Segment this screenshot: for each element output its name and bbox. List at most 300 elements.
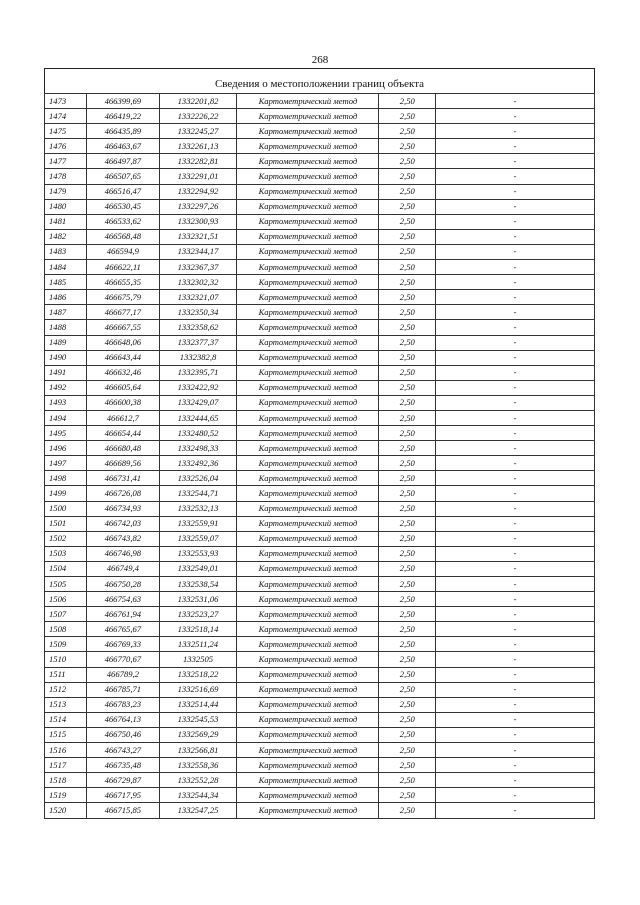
method-cell: Картометрический метод <box>237 456 379 471</box>
point-number-cell: 1493 <box>45 395 87 410</box>
y-coordinate-cell: 1332523,27 <box>159 607 237 622</box>
x-coordinate-cell: 466770,67 <box>87 652 160 667</box>
accuracy-cell: 2,50 <box>379 94 436 109</box>
accuracy-cell: 2,50 <box>379 516 436 531</box>
x-coordinate-cell: 466742,03 <box>87 516 160 531</box>
description-cell: - <box>436 531 595 546</box>
table-row <box>45 803 595 818</box>
point-number-cell: 1482 <box>45 229 87 244</box>
method-cell: Картометрический метод <box>237 531 379 546</box>
description-cell: - <box>436 546 595 561</box>
accuracy-cell: 2,50 <box>379 622 436 637</box>
description-cell: - <box>436 456 595 471</box>
x-coordinate-cell: 466435,89 <box>87 124 160 139</box>
table-row <box>45 758 595 773</box>
method-cell: Картометрический метод <box>237 124 379 139</box>
point-number-cell: 1509 <box>45 637 87 652</box>
x-coordinate-cell: 466726,08 <box>87 486 160 501</box>
description-cell: - <box>436 667 595 682</box>
method-cell: Картометрический метод <box>237 516 379 531</box>
description-cell: - <box>436 637 595 652</box>
method-cell: Картометрический метод <box>237 335 379 350</box>
accuracy-cell: 2,50 <box>379 471 436 486</box>
x-coordinate-cell: 466675,79 <box>87 290 160 305</box>
y-coordinate-cell: 1332518,22 <box>159 667 237 682</box>
description-cell: - <box>436 260 595 275</box>
table-row <box>45 712 595 727</box>
accuracy-cell: 2,50 <box>379 426 436 441</box>
x-coordinate-cell: 466769,33 <box>87 637 160 652</box>
x-coordinate-cell: 466600,38 <box>87 395 160 410</box>
accuracy-cell: 2,50 <box>379 501 436 516</box>
method-cell: Картометрический метод <box>237 743 379 758</box>
description-cell: - <box>436 773 595 788</box>
accuracy-cell: 2,50 <box>379 124 436 139</box>
method-cell: Картометрический метод <box>237 139 379 154</box>
description-cell: - <box>436 577 595 592</box>
x-coordinate-cell: 466594,9 <box>87 244 160 259</box>
table-row <box>45 154 595 169</box>
accuracy-cell: 2,50 <box>379 290 436 305</box>
point-number-cell: 1474 <box>45 109 87 124</box>
point-number-cell: 1473 <box>45 94 87 109</box>
accuracy-cell: 2,50 <box>379 758 436 773</box>
method-cell: Картометрический метод <box>237 546 379 561</box>
table-row <box>45 410 595 425</box>
description-cell: - <box>436 501 595 516</box>
method-cell: Картометрический метод <box>237 637 379 652</box>
y-coordinate-cell: 1332511,24 <box>159 637 237 652</box>
accuracy-cell: 2,50 <box>379 773 436 788</box>
description-cell: - <box>436 214 595 229</box>
table-row <box>45 561 595 576</box>
table-row <box>45 199 595 214</box>
y-coordinate-cell: 1332429,07 <box>159 395 237 410</box>
y-coordinate-cell: 1332558,36 <box>159 758 237 773</box>
y-coordinate-cell: 1332532,13 <box>159 501 237 516</box>
point-number-cell: 1518 <box>45 773 87 788</box>
y-coordinate-cell: 1332422,92 <box>159 380 237 395</box>
accuracy-cell: 2,50 <box>379 486 436 501</box>
description-cell: - <box>436 395 595 410</box>
point-number-cell: 1496 <box>45 441 87 456</box>
accuracy-cell: 2,50 <box>379 109 436 124</box>
point-number-cell: 1504 <box>45 561 87 576</box>
page-number: 268 <box>311 54 329 66</box>
x-coordinate-cell: 466750,28 <box>87 577 160 592</box>
point-number-cell: 1485 <box>45 275 87 290</box>
accuracy-cell: 2,50 <box>379 577 436 592</box>
y-coordinate-cell: 1332549,01 <box>159 561 237 576</box>
y-coordinate-cell: 1332344,17 <box>159 244 237 259</box>
accuracy-cell: 2,50 <box>379 229 436 244</box>
method-cell: Картометрический метод <box>237 169 379 184</box>
y-coordinate-cell: 1332552,28 <box>159 773 237 788</box>
point-number-cell: 1506 <box>45 592 87 607</box>
method-cell: Картометрический метод <box>237 727 379 742</box>
coordinates-sheet <box>44 68 595 819</box>
point-number-cell: 1501 <box>45 516 87 531</box>
x-coordinate-cell: 466689,56 <box>87 456 160 471</box>
y-coordinate-cell: 1332480,52 <box>159 426 237 441</box>
table-row <box>45 305 595 320</box>
point-number-cell: 1478 <box>45 169 87 184</box>
y-coordinate-cell: 1332514,44 <box>159 697 237 712</box>
accuracy-cell: 2,50 <box>379 561 436 576</box>
y-coordinate-cell: 1332545,53 <box>159 712 237 727</box>
point-number-cell: 1498 <box>45 471 87 486</box>
method-cell: Картометрический метод <box>237 577 379 592</box>
x-coordinate-cell: 466648,06 <box>87 335 160 350</box>
accuracy-cell: 2,50 <box>379 803 436 818</box>
point-number-cell: 1475 <box>45 124 87 139</box>
method-cell: Картометрический метод <box>237 184 379 199</box>
method-cell: Картометрический метод <box>237 109 379 124</box>
y-coordinate-cell: 1332444,65 <box>159 410 237 425</box>
description-cell: - <box>436 244 595 259</box>
y-coordinate-cell: 1332245,27 <box>159 124 237 139</box>
x-coordinate-cell: 466734,93 <box>87 501 160 516</box>
table-row <box>45 486 595 501</box>
method-cell: Картометрический метод <box>237 320 379 335</box>
x-coordinate-cell: 466743,82 <box>87 531 160 546</box>
table-row <box>45 652 595 667</box>
description-cell: - <box>436 275 595 290</box>
description-cell: - <box>436 229 595 244</box>
point-number-cell: 1517 <box>45 758 87 773</box>
accuracy-cell: 2,50 <box>379 154 436 169</box>
x-coordinate-cell: 466654,44 <box>87 426 160 441</box>
y-coordinate-cell: 1332492,36 <box>159 456 237 471</box>
method-cell: Картометрический метод <box>237 260 379 275</box>
y-coordinate-cell: 1332321,51 <box>159 229 237 244</box>
table-row <box>45 124 595 139</box>
point-number-cell: 1486 <box>45 290 87 305</box>
point-number-cell: 1516 <box>45 743 87 758</box>
table-row <box>45 350 595 365</box>
point-number-cell: 1519 <box>45 788 87 803</box>
point-number-cell: 1495 <box>45 426 87 441</box>
coordinates-table <box>44 93 595 819</box>
method-cell: Картометрический метод <box>237 607 379 622</box>
point-number-cell: 1513 <box>45 697 87 712</box>
table-row <box>45 788 595 803</box>
method-cell: Картометрический метод <box>237 275 379 290</box>
table-row <box>45 320 595 335</box>
point-number-cell: 1512 <box>45 682 87 697</box>
point-number-cell: 1514 <box>45 712 87 727</box>
x-coordinate-cell: 466764,13 <box>87 712 160 727</box>
point-number-cell: 1499 <box>45 486 87 501</box>
method-cell: Картометрический метод <box>237 199 379 214</box>
point-number-cell: 1488 <box>45 320 87 335</box>
method-cell: Картометрический метод <box>237 561 379 576</box>
description-cell: - <box>436 471 595 486</box>
method-cell: Картометрический метод <box>237 592 379 607</box>
accuracy-cell: 2,50 <box>379 199 436 214</box>
x-coordinate-cell: 466605,64 <box>87 380 160 395</box>
table-row <box>45 441 595 456</box>
description-cell: - <box>436 788 595 803</box>
table-row <box>45 169 595 184</box>
y-coordinate-cell: 1332569,29 <box>159 727 237 742</box>
y-coordinate-cell: 1332261,13 <box>159 139 237 154</box>
method-cell: Картометрический метод <box>237 652 379 667</box>
method-cell: Картометрический метод <box>237 214 379 229</box>
point-number-cell: 1500 <box>45 501 87 516</box>
point-number-cell: 1477 <box>45 154 87 169</box>
description-cell: - <box>436 335 595 350</box>
point-number-cell: 1480 <box>45 199 87 214</box>
x-coordinate-cell: 466497,87 <box>87 154 160 169</box>
accuracy-cell: 2,50 <box>379 260 436 275</box>
description-cell: - <box>436 380 595 395</box>
y-coordinate-cell: 1332358,62 <box>159 320 237 335</box>
table-row <box>45 592 595 607</box>
table-row <box>45 577 595 592</box>
description-cell: - <box>436 305 595 320</box>
x-coordinate-cell: 466785,71 <box>87 682 160 697</box>
description-cell: - <box>436 803 595 818</box>
accuracy-cell: 2,50 <box>379 380 436 395</box>
y-coordinate-cell: 1332547,25 <box>159 803 237 818</box>
table-row <box>45 139 595 154</box>
accuracy-cell: 2,50 <box>379 546 436 561</box>
accuracy-cell: 2,50 <box>379 350 436 365</box>
method-cell: Картометрический метод <box>237 788 379 803</box>
description-cell: - <box>436 320 595 335</box>
point-number-cell: 1487 <box>45 305 87 320</box>
description-cell: - <box>436 94 595 109</box>
table-row <box>45 229 595 244</box>
y-coordinate-cell: 1332291,01 <box>159 169 237 184</box>
method-cell: Картометрический метод <box>237 803 379 818</box>
table-row <box>45 214 595 229</box>
y-coordinate-cell: 1332300,93 <box>159 214 237 229</box>
table-row <box>45 516 595 531</box>
point-number-cell: 1476 <box>45 139 87 154</box>
description-cell: - <box>436 622 595 637</box>
x-coordinate-cell: 466677,17 <box>87 305 160 320</box>
point-number-cell: 1502 <box>45 531 87 546</box>
y-coordinate-cell: 1332544,71 <box>159 486 237 501</box>
x-coordinate-cell: 466419,22 <box>87 109 160 124</box>
y-coordinate-cell: 1332395,71 <box>159 365 237 380</box>
x-coordinate-cell: 466622,11 <box>87 260 160 275</box>
x-coordinate-cell: 466632,46 <box>87 365 160 380</box>
table-row <box>45 380 595 395</box>
x-coordinate-cell: 466667,55 <box>87 320 160 335</box>
accuracy-cell: 2,50 <box>379 743 436 758</box>
method-cell: Картометрический метод <box>237 410 379 425</box>
y-coordinate-cell: 1332559,91 <box>159 516 237 531</box>
y-coordinate-cell: 1332350,34 <box>159 305 237 320</box>
description-cell: - <box>436 365 595 380</box>
point-number-cell: 1479 <box>45 184 87 199</box>
description-cell: - <box>436 758 595 773</box>
table-row <box>45 637 595 652</box>
accuracy-cell: 2,50 <box>379 652 436 667</box>
y-coordinate-cell: 1332516,69 <box>159 682 237 697</box>
x-coordinate-cell: 466750,46 <box>87 727 160 742</box>
point-number-cell: 1515 <box>45 727 87 742</box>
x-coordinate-cell: 466680,48 <box>87 441 160 456</box>
method-cell: Картометрический метод <box>237 365 379 380</box>
description-cell: - <box>436 124 595 139</box>
x-coordinate-cell: 466612,7 <box>87 410 160 425</box>
x-coordinate-cell: 466507,65 <box>87 169 160 184</box>
y-coordinate-cell: 1332382,8 <box>159 350 237 365</box>
table-row <box>45 727 595 742</box>
x-coordinate-cell: 466746,98 <box>87 546 160 561</box>
description-cell: - <box>436 486 595 501</box>
accuracy-cell: 2,50 <box>379 169 436 184</box>
description-cell: - <box>436 561 595 576</box>
description-cell: - <box>436 607 595 622</box>
accuracy-cell: 2,50 <box>379 275 436 290</box>
table-row <box>45 94 595 109</box>
table-row <box>45 260 595 275</box>
description-cell: - <box>436 682 595 697</box>
x-coordinate-cell: 466789,2 <box>87 667 160 682</box>
description-cell: - <box>436 154 595 169</box>
accuracy-cell: 2,50 <box>379 410 436 425</box>
y-coordinate-cell: 1332566,81 <box>159 743 237 758</box>
accuracy-cell: 2,50 <box>379 788 436 803</box>
description-cell: - <box>436 290 595 305</box>
accuracy-cell: 2,50 <box>379 637 436 652</box>
y-coordinate-cell: 1332498,33 <box>159 441 237 456</box>
accuracy-cell: 2,50 <box>379 244 436 259</box>
x-coordinate-cell: 466516,47 <box>87 184 160 199</box>
accuracy-cell: 2,50 <box>379 305 436 320</box>
table-row <box>45 471 595 486</box>
accuracy-cell: 2,50 <box>379 335 436 350</box>
y-coordinate-cell: 1332559,07 <box>159 531 237 546</box>
table-row <box>45 682 595 697</box>
x-coordinate-cell: 466568,48 <box>87 229 160 244</box>
table-row <box>45 290 595 305</box>
y-coordinate-cell: 1332321,07 <box>159 290 237 305</box>
table-row <box>45 365 595 380</box>
y-coordinate-cell: 1332294,92 <box>159 184 237 199</box>
x-coordinate-cell: 466731,41 <box>87 471 160 486</box>
description-cell: - <box>436 426 595 441</box>
x-coordinate-cell: 466761,94 <box>87 607 160 622</box>
accuracy-cell: 2,50 <box>379 592 436 607</box>
point-number-cell: 1481 <box>45 214 87 229</box>
y-coordinate-cell: 1332367,37 <box>159 260 237 275</box>
point-number-cell: 1484 <box>45 260 87 275</box>
table-row <box>45 667 595 682</box>
y-coordinate-cell: 1332553,93 <box>159 546 237 561</box>
point-number-cell: 1494 <box>45 410 87 425</box>
x-coordinate-cell: 466754,63 <box>87 592 160 607</box>
method-cell: Картометрический метод <box>237 682 379 697</box>
point-number-cell: 1492 <box>45 380 87 395</box>
method-cell: Картометрический метод <box>237 758 379 773</box>
x-coordinate-cell: 466729,87 <box>87 773 160 788</box>
table-row <box>45 426 595 441</box>
description-cell: - <box>436 169 595 184</box>
description-cell: - <box>436 697 595 712</box>
y-coordinate-cell: 1332297,26 <box>159 199 237 214</box>
table-row <box>45 743 595 758</box>
method-cell: Картометрический метод <box>237 380 379 395</box>
point-number-cell: 1511 <box>45 667 87 682</box>
method-cell: Картометрический метод <box>237 290 379 305</box>
point-number-cell: 1510 <box>45 652 87 667</box>
table-row <box>45 184 595 199</box>
x-coordinate-cell: 466765,67 <box>87 622 160 637</box>
point-number-cell: 1491 <box>45 365 87 380</box>
point-number-cell: 1490 <box>45 350 87 365</box>
x-coordinate-cell: 466743,27 <box>87 743 160 758</box>
x-coordinate-cell: 466783,23 <box>87 697 160 712</box>
table-row <box>45 244 595 259</box>
point-number-cell: 1483 <box>45 244 87 259</box>
accuracy-cell: 2,50 <box>379 395 436 410</box>
method-cell: Картометрический метод <box>237 667 379 682</box>
y-coordinate-cell: 1332526,04 <box>159 471 237 486</box>
point-number-cell: 1503 <box>45 546 87 561</box>
accuracy-cell: 2,50 <box>379 139 436 154</box>
y-coordinate-cell: 1332377,37 <box>159 335 237 350</box>
description-cell: - <box>436 727 595 742</box>
x-coordinate-cell: 466749,4 <box>87 561 160 576</box>
x-coordinate-cell: 466530,45 <box>87 199 160 214</box>
accuracy-cell: 2,50 <box>379 531 436 546</box>
description-cell: - <box>436 184 595 199</box>
description-cell: - <box>436 441 595 456</box>
accuracy-cell: 2,50 <box>379 214 436 229</box>
method-cell: Картометрический метод <box>237 154 379 169</box>
description-cell: - <box>436 410 595 425</box>
y-coordinate-cell: 1332282,81 <box>159 154 237 169</box>
method-cell: Картометрический метод <box>237 229 379 244</box>
y-coordinate-cell: 1332531,06 <box>159 592 237 607</box>
accuracy-cell: 2,50 <box>379 712 436 727</box>
table-row <box>45 531 595 546</box>
accuracy-cell: 2,50 <box>379 607 436 622</box>
description-cell: - <box>436 350 595 365</box>
table-row <box>45 275 595 290</box>
accuracy-cell: 2,50 <box>379 667 436 682</box>
accuracy-cell: 2,50 <box>379 697 436 712</box>
x-coordinate-cell: 466533,62 <box>87 214 160 229</box>
table-title: Сведения о местоположении границ объекта <box>44 68 595 93</box>
y-coordinate-cell: 1332538,54 <box>159 577 237 592</box>
table-row <box>45 395 595 410</box>
point-number-cell: 1508 <box>45 622 87 637</box>
method-cell: Картометрический метод <box>237 471 379 486</box>
table-row <box>45 501 595 516</box>
table-row <box>45 335 595 350</box>
accuracy-cell: 2,50 <box>379 456 436 471</box>
method-cell: Картометрический метод <box>237 486 379 501</box>
y-coordinate-cell: 1332226,22 <box>159 109 237 124</box>
y-coordinate-cell: 1332518,14 <box>159 622 237 637</box>
description-cell: - <box>436 652 595 667</box>
description-cell: - <box>436 592 595 607</box>
description-cell: - <box>436 516 595 531</box>
point-number-cell: 1497 <box>45 456 87 471</box>
x-coordinate-cell: 466399,69 <box>87 94 160 109</box>
accuracy-cell: 2,50 <box>379 365 436 380</box>
description-cell: - <box>436 743 595 758</box>
table-row <box>45 607 595 622</box>
x-coordinate-cell: 466463,67 <box>87 139 160 154</box>
